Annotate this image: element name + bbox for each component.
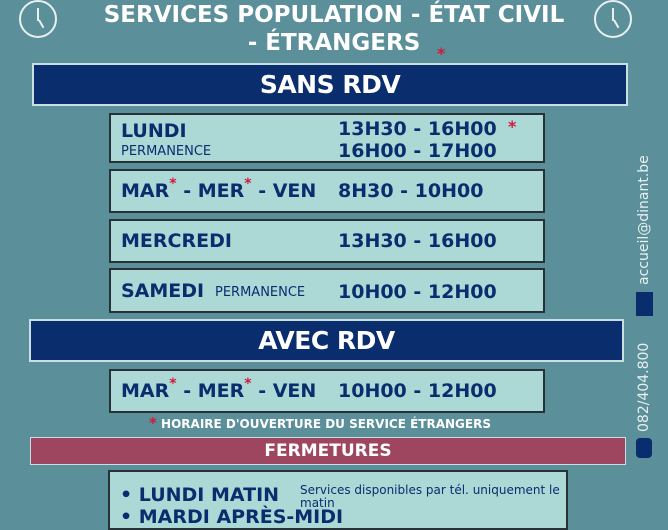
day-label: SAMEDI <box>121 280 205 302</box>
phone-number[interactable]: 082/404.800 <box>636 342 652 432</box>
email-link[interactable]: accueil@dinant.be <box>636 155 652 285</box>
permanence-label: PERMANENCE <box>215 285 306 300</box>
fermetures-heading: FERMETURES <box>30 437 626 465</box>
closure-note: Services disponibles par tél. uniquement le matin <box>300 483 560 510</box>
time-range: 10H00 - 12H00 <box>338 281 497 303</box>
avec-rdv-heading: AVEC RDV <box>29 319 624 362</box>
asterisk: * <box>508 117 517 136</box>
phone-icon <box>636 438 652 458</box>
schedule-row-mercredi <box>109 219 545 263</box>
day-label: MERCREDI <box>121 230 232 252</box>
time-range: 8H30 - 10H00 <box>338 180 484 202</box>
time-range: 13H30 - 16H00 <box>338 230 497 252</box>
envelope-icon <box>636 292 653 316</box>
footnote: * HORAIRE D'OUVERTURE DU SERVICE ÉTRANGERS <box>149 414 491 432</box>
sans-rdv-heading: SANS RDV <box>32 63 628 106</box>
day-label: MAR* - MER* - VEN <box>121 176 317 202</box>
title-line-2: - ÉTRANGERS <box>247 30 421 56</box>
title-line-1: SERVICES POPULATION - ÉTAT CIVIL <box>103 2 565 28</box>
time-range: 16H00 - 17H00 <box>338 140 497 162</box>
page-title <box>60 1 608 57</box>
closure-item: • LUNDI MATIN <box>120 484 280 506</box>
fermetures-box <box>108 470 568 530</box>
closure-item: • MARDI APRÈS-MIDI <box>120 506 344 528</box>
day-label: LUNDI <box>121 120 187 142</box>
schedule-row-avec-rdv <box>109 369 545 413</box>
time-range: 13H30 - 16H00 <box>338 118 497 140</box>
asterisk: * <box>437 44 446 63</box>
permanence-label: PERMANENCE <box>121 144 212 159</box>
schedule-row-mar-mer-ven <box>109 169 545 213</box>
day-label: MAR* - MER* - VEN <box>121 376 317 402</box>
schedule-row-samedi <box>109 268 545 313</box>
time-range: 10H00 - 12H00 <box>338 380 497 402</box>
clock-icon <box>19 0 57 38</box>
schedule-row-lundi <box>109 113 545 163</box>
